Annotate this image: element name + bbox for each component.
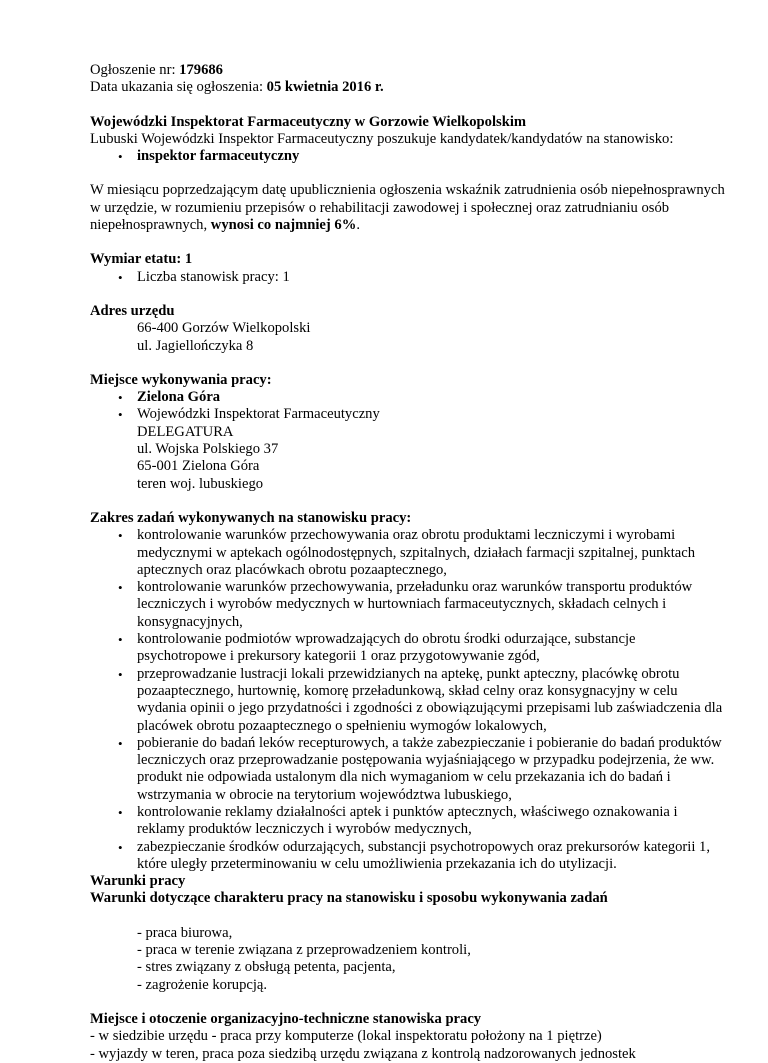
- environment-line1: - w siedzibie urzędu - praca przy komputerze (lokal inspektoratu położony na 1 piętrze): [90, 1028, 602, 1045]
- duty-item: • kontrolowanie warunków przechowywania oraz obrotu produktami leczniczymi i wyrobami medycznymi w aptekach ogólnodostępnych, szpitalnych, działach farmacji szpitalnej, punktach aptecznych oraz placówkach obrotu pozaaptecznego,: [90, 527, 728, 579]
- conditions-subtitle: Warunki dotyczące charakteru pracy na stanowisku i sposobu wykonywania zadań: [90, 890, 608, 907]
- duties-title: Zakres zadań wykonywanych na stanowisku pracy:: [90, 509, 412, 526]
- duty-item: • kontrolowanie reklamy działalności aptek i punktów aptecznych, właściwego oznakowania i reklamy produktów leczniczych i wyrobów medycznych,: [90, 804, 728, 839]
- office-line1: • Wojewódzki Inspektorat Farmaceutyczny: [137, 406, 380, 423]
- environment-line2: - wyjazdy w teren, praca poza siedzibą urzędu związana z kontrolą nadzorowanych jednostek: [90, 1045, 636, 1062]
- address-line2: ul. Jagiellończyka 8: [137, 337, 254, 354]
- workplace-title: Miejsce wykonywania pracy:: [90, 371, 272, 388]
- office-line3: ul. Wojska Polskiego 37: [137, 441, 279, 458]
- environment-title: Miejsce i otoczenie organizacyjno-techniczne stanowiska pracy: [90, 1010, 482, 1027]
- workplace-list: [90, 389, 728, 493]
- workplace-office: [90, 406, 728, 492]
- address-line1: 66-400 Gorzów Wielkopolski: [137, 320, 311, 337]
- condition-item: - stres związany z obsługą petenta, pacjenta,: [137, 959, 396, 976]
- institution-name: Wojewódzki Inspektorat Farmaceutyczny w Gorzowie Wielkopolskim: [90, 113, 527, 130]
- conditions-list: [90, 925, 728, 994]
- fte-title: Wymiar etatu: 1: [90, 251, 193, 268]
- condition-item: - praca w terenie związana z przeprowadzeniem kontroli,: [137, 942, 471, 959]
- ad-number-label: Ogłoszenie nr:: [90, 62, 180, 78]
- employment-rate-value: wynosi co najmniej 6%: [210, 217, 357, 234]
- date-line: [90, 79, 728, 96]
- workplace-city: • Zielona Góra: [90, 389, 728, 406]
- duty-item: • kontrolowanie podmiotów wprowadzających do obrotu środki odurzające, substancje psychotropowe i prekursory kategorii 1 oraz przygotowywanie zgód,: [90, 631, 728, 666]
- duty-item: • kontrolowanie warunków przechowywania, przeładunku oraz warunków transportu produktów leczniczych i wyrobów medycznych w hurtowniach farmaceutycznych, składach celnych i konsygnacyjnych,: [90, 579, 728, 631]
- date-value: 05 kwietnia 2016 r.: [266, 79, 384, 96]
- office-line2: DELEGATURA: [137, 423, 234, 440]
- ad-number: 179686: [179, 62, 223, 78]
- institution-intro: Lubuski Wojewódzki Inspektor Farmaceutyczny poszukuje kandydatek/kandydatów na stanowisko:: [90, 130, 674, 147]
- duty-item: • pobieranie do badań leków recepturowych, a także zabezpieczanie i pobieranie do badań produktów leczniczych oraz przeprowadzanie postępowania wyjaśniającego w przypadku podejrzenia, że ww. produkt nie odpowiada ustalonym dla nich wymaganiom w celu przekazania ich do badań i wstrzymania w obrocie na terytorium województwa lubuskiego,: [90, 735, 728, 804]
- position-item: • inspektor farmaceutyczny: [90, 148, 728, 165]
- duty-item: • zabezpieczanie środków odurzających, substancji psychotropowych oraz prekursorów kategorii 1, które uległy przeterminowaniu w celu umożliwienia przekazania ich do utylizacji.: [90, 839, 728, 874]
- fte-list: [90, 269, 728, 286]
- employment-rate-text: W miesiącu poprzedzającym datę upublicznienia ogłoszenia wskaźnik zatrudnienia osób niepełnosprawnych w urzędzie, w rozumieniu przepisów o rehabilitacji zawodowej i społecznej oraz zatrudnianiu osób niepełnosprawnych, wynosi co najmniej 6%.: [90, 182, 725, 234]
- office-line5: teren woj. lubuskiego: [137, 475, 264, 492]
- duty-item: • przeprowadzanie lustracji lokali przewidzianych na aptekę, punkt apteczny, placówkę obrotu pozaaptecznego, hurtownię, komorę przeładunkową, skład celny oraz konsygnacyjny w celu wydania opinii o jego przydatności i zgodności z obowiązującymi przepisami lub zaświadczenia dla placówek obrotu pozaaptecznego o spełnieniu wymogów lokalowych,: [90, 666, 728, 735]
- duties-list: [90, 527, 728, 873]
- office-line4: 65-001 Zielona Góra: [137, 458, 260, 475]
- positions-count: • Liczba stanowisk pracy: 1: [90, 269, 728, 286]
- ad-number-line: [90, 62, 728, 79]
- condition-item: - praca biurowa,: [137, 924, 233, 941]
- date-label: Data ukazania się ogłoszenia:: [90, 79, 267, 96]
- position-list: [90, 148, 728, 165]
- conditions-title: Warunki pracy: [90, 873, 186, 890]
- condition-item: - zagrożenie korupcją.: [137, 976, 268, 993]
- address-title: Adres urzędu: [90, 302, 175, 319]
